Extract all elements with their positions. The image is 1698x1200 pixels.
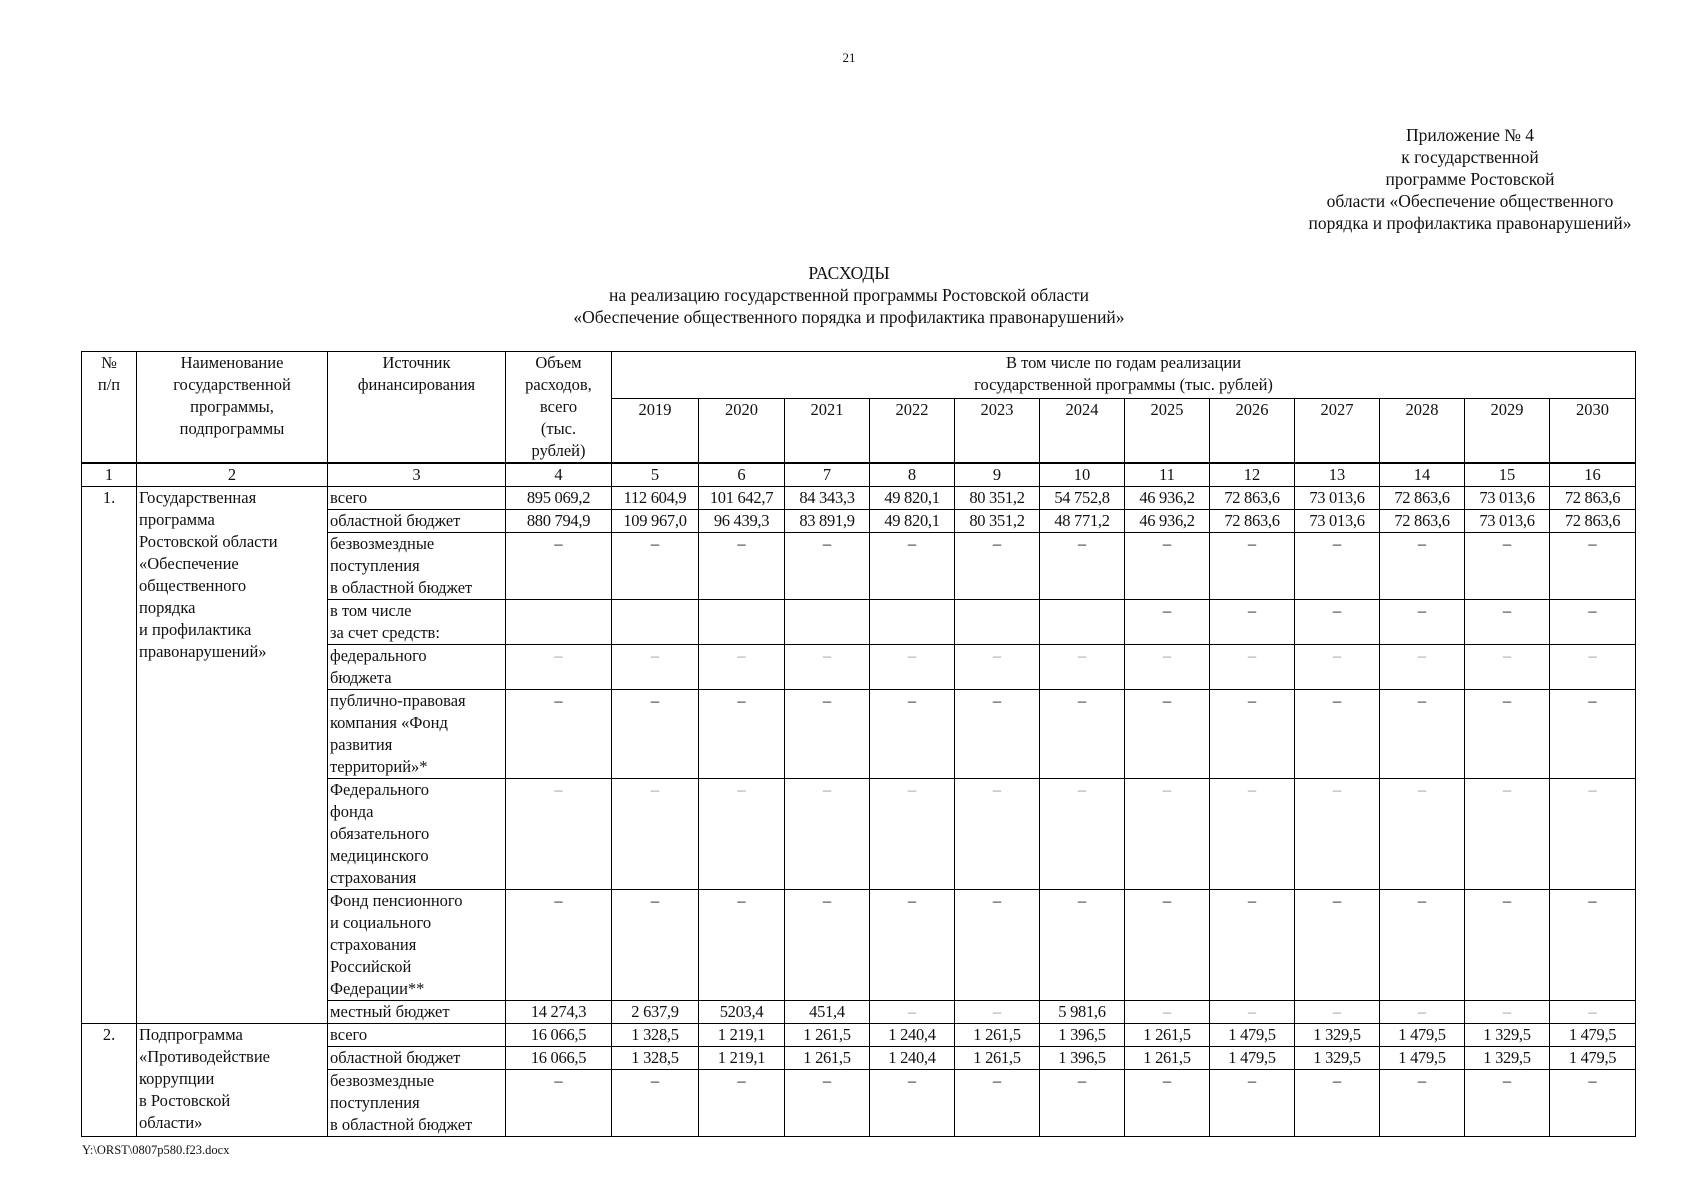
column-number: 6: [699, 463, 785, 487]
total-value: 880 794,9: [506, 510, 612, 533]
year-value: –: [1550, 1070, 1636, 1137]
header-year: 2029: [1465, 399, 1550, 463]
year-value: –: [1125, 779, 1210, 890]
year-value: –: [1380, 1001, 1465, 1024]
year-value: –: [785, 890, 870, 1001]
year-value: 1 261,5: [785, 1047, 870, 1070]
year-value: [1040, 600, 1125, 645]
header-source: Источник финансирования: [328, 352, 506, 464]
year-value: –: [1295, 533, 1380, 600]
year-value: 72 863,6: [1550, 487, 1636, 510]
year-value: 1 219,1: [699, 1047, 785, 1070]
year-value: –: [1040, 533, 1125, 600]
total-value: –: [506, 690, 612, 779]
year-value: 48 771,2: [1040, 510, 1125, 533]
total-value: –: [506, 1070, 612, 1137]
year-value: [699, 600, 785, 645]
header-year: 2021: [785, 399, 870, 463]
appendix-line: Приложение № 4: [1405, 125, 1535, 145]
appendix-line: к государственной: [1401, 147, 1539, 167]
column-number: 3: [328, 463, 506, 487]
funding-source: всего: [328, 487, 506, 510]
year-value: 46 936,2: [1125, 487, 1210, 510]
year-value: –: [1295, 890, 1380, 1001]
year-value: –: [699, 779, 785, 890]
year-value: 1 479,5: [1550, 1047, 1636, 1070]
year-value: –: [1295, 690, 1380, 779]
year-value: –: [1550, 533, 1636, 600]
year-value: –: [1210, 645, 1295, 690]
year-value: –: [612, 645, 699, 690]
year-value: –: [1040, 645, 1125, 690]
year-value: –: [1210, 890, 1295, 1001]
year-value: –: [870, 779, 955, 890]
funding-source: Фонд пенсионного и социального страхования Российской Федерации**: [328, 890, 506, 1001]
column-number: 5: [612, 463, 699, 487]
year-value: –: [1380, 533, 1465, 600]
year-value: –: [1465, 645, 1550, 690]
row-number: 1.: [82, 487, 137, 1024]
year-value: –: [1465, 1001, 1550, 1024]
column-number: 1: [82, 463, 137, 487]
year-value: –: [955, 1070, 1040, 1137]
year-value: 72 863,6: [1380, 487, 1465, 510]
year-value: 1 240,4: [870, 1047, 955, 1070]
year-value: 73 013,6: [1295, 487, 1380, 510]
appendix-line: области «Обеспечение общественного: [1326, 191, 1614, 211]
year-value: –: [612, 533, 699, 600]
column-number: 13: [1295, 463, 1380, 487]
year-value: 1 261,5: [1125, 1024, 1210, 1047]
year-value: [955, 600, 1040, 645]
column-number: 7: [785, 463, 870, 487]
year-value: –: [1125, 1070, 1210, 1137]
year-value: 1 396,5: [1040, 1024, 1125, 1047]
year-value: –: [1380, 600, 1465, 645]
column-number: 2: [137, 463, 328, 487]
total-value: [506, 600, 612, 645]
funding-source: всего: [328, 1024, 506, 1047]
year-value: –: [1125, 600, 1210, 645]
total-value: 16 066,5: [506, 1047, 612, 1070]
year-value: 96 439,3: [699, 510, 785, 533]
header-year: 2030: [1550, 399, 1636, 463]
total-value: –: [506, 779, 612, 890]
year-value: 46 936,2: [1125, 510, 1210, 533]
year-value: –: [1295, 1070, 1380, 1137]
year-value: 54 752,8: [1040, 487, 1125, 510]
header-year: 2019: [612, 399, 699, 463]
year-value: –: [785, 645, 870, 690]
column-number: 16: [1550, 463, 1636, 487]
year-value: 1 261,5: [955, 1047, 1040, 1070]
year-value: –: [612, 1070, 699, 1137]
header-year: 2027: [1295, 399, 1380, 463]
year-value: 1 329,5: [1465, 1024, 1550, 1047]
title-line-1: РАСХОДЫ: [808, 263, 890, 283]
year-value: 73 013,6: [1295, 510, 1380, 533]
year-value: –: [785, 1070, 870, 1137]
year-value: –: [1040, 779, 1125, 890]
column-number: 8: [870, 463, 955, 487]
year-value: –: [785, 779, 870, 890]
year-value: –: [1465, 533, 1550, 600]
year-value: –: [1380, 890, 1465, 1001]
year-value: –: [699, 533, 785, 600]
year-value: –: [955, 1001, 1040, 1024]
year-value: 1 261,5: [785, 1024, 870, 1047]
year-value: 84 343,3: [785, 487, 870, 510]
funding-source: в том числе за счет средств:: [328, 600, 506, 645]
year-value: 1 219,1: [699, 1024, 785, 1047]
column-number: 15: [1465, 463, 1550, 487]
year-value: 1 479,5: [1550, 1024, 1636, 1047]
total-value: –: [506, 890, 612, 1001]
table-row: [82, 1024, 1636, 1047]
year-value: 80 351,2: [955, 510, 1040, 533]
year-value: –: [1040, 1070, 1125, 1137]
year-value: –: [1380, 779, 1465, 890]
year-value: 112 604,9: [612, 487, 699, 510]
year-value: –: [955, 533, 1040, 600]
column-number: 11: [1125, 463, 1210, 487]
year-value: –: [1550, 645, 1636, 690]
year-value: 101 642,7: [699, 487, 785, 510]
funding-source: Федерального фонда обязательного медицинского страхования: [328, 779, 506, 890]
year-value: –: [1210, 690, 1295, 779]
year-value: –: [1125, 645, 1210, 690]
program-name: Подпрограмма «Противодействие коррупции в Ростовской области»: [137, 1024, 328, 1137]
header-year: 2026: [1210, 399, 1295, 463]
year-value: –: [612, 890, 699, 1001]
year-value: –: [1295, 645, 1380, 690]
column-number: 12: [1210, 463, 1295, 487]
page-number: 21: [842, 50, 856, 65]
header-years-group: В том числе по годам реализации государственной программы (тыс. рублей): [612, 352, 1636, 399]
year-value: 1 479,5: [1380, 1047, 1465, 1070]
year-value: 1 329,5: [1295, 1024, 1380, 1047]
year-value: 72 863,6: [1210, 487, 1295, 510]
row-number: 2.: [82, 1024, 137, 1137]
year-value: 83 891,9: [785, 510, 870, 533]
column-number: 10: [1040, 463, 1125, 487]
year-value: –: [1550, 1001, 1636, 1024]
year-value: 1 479,5: [1380, 1024, 1465, 1047]
year-value: –: [870, 890, 955, 1001]
year-value: –: [870, 1070, 955, 1137]
year-value: –: [1465, 779, 1550, 890]
header-year: 2020: [699, 399, 785, 463]
header-row: [82, 352, 1636, 399]
year-value: –: [1550, 779, 1636, 890]
funding-source: областной бюджет: [328, 1047, 506, 1070]
table-row: [82, 487, 1636, 510]
year-value: –: [1465, 1070, 1550, 1137]
year-value: [870, 600, 955, 645]
file-path-footer: Y:\ORST\0807p580.f23.docx: [82, 1143, 230, 1157]
funding-source: безвозмездные поступления в областной бюджет: [328, 1070, 506, 1137]
year-value: 2 637,9: [612, 1001, 699, 1024]
year-value: 49 820,1: [870, 510, 955, 533]
total-value: –: [506, 533, 612, 600]
year-value: 451,4: [785, 1001, 870, 1024]
year-value: 1 328,5: [612, 1047, 699, 1070]
year-value: –: [1125, 690, 1210, 779]
year-value: –: [612, 690, 699, 779]
year-value: –: [870, 1001, 955, 1024]
year-value: –: [1550, 690, 1636, 779]
column-numbering-row: [82, 463, 1636, 487]
header-year: 2025: [1125, 399, 1210, 463]
year-value: –: [699, 690, 785, 779]
year-value: –: [785, 690, 870, 779]
column-number: 4: [506, 463, 612, 487]
year-value: –: [955, 890, 1040, 1001]
year-value: 5203,4: [699, 1001, 785, 1024]
year-value: 1 328,5: [612, 1024, 699, 1047]
year-value: –: [1465, 890, 1550, 1001]
year-value: 80 351,2: [955, 487, 1040, 510]
total-value: 14 274,3: [506, 1001, 612, 1024]
year-value: –: [1210, 1001, 1295, 1024]
year-value: 1 240,4: [870, 1024, 955, 1047]
header-year: 2028: [1380, 399, 1465, 463]
year-value: –: [699, 890, 785, 1001]
appendix-line: порядка и профилактика правонарушений»: [1308, 213, 1632, 233]
year-value: –: [1380, 645, 1465, 690]
title-line-3: «Обеспечение общественного порядка и профилактика правонарушений»: [573, 307, 1125, 327]
year-value: –: [955, 645, 1040, 690]
year-value: 1 479,5: [1210, 1024, 1295, 1047]
year-value: 73 013,6: [1465, 487, 1550, 510]
header-num: № п/п: [82, 352, 137, 464]
funding-source: безвозмездные поступления в областной бюджет: [328, 533, 506, 600]
column-number: 14: [1380, 463, 1465, 487]
expenses-table: [81, 351, 1636, 1137]
year-value: 72 863,6: [1380, 510, 1465, 533]
year-value: –: [1465, 690, 1550, 779]
year-value: –: [1210, 779, 1295, 890]
header-year: 2024: [1040, 399, 1125, 463]
year-value: –: [1125, 890, 1210, 1001]
year-value: 1 261,5: [955, 1024, 1040, 1047]
year-value: 1 261,5: [1125, 1047, 1210, 1070]
funding-source: местный бюджет: [328, 1001, 506, 1024]
year-value: –: [1295, 779, 1380, 890]
year-value: –: [955, 690, 1040, 779]
column-number: 9: [955, 463, 1040, 487]
program-name: Государственная программа Ростовской области «Обеспечение общественного порядка и профилактика правонарушений»: [137, 487, 328, 1024]
funding-source: областной бюджет: [328, 510, 506, 533]
appendix-note: [1220, 124, 1698, 234]
document-title: [0, 262, 1698, 328]
year-value: 49 820,1: [870, 487, 955, 510]
year-value: –: [870, 690, 955, 779]
year-value: 73 013,6: [1465, 510, 1550, 533]
year-value: 1 479,5: [1210, 1047, 1295, 1070]
year-value: –: [1380, 690, 1465, 779]
year-value: –: [1380, 1070, 1465, 1137]
year-value: –: [785, 533, 870, 600]
year-value: –: [1295, 1001, 1380, 1024]
year-value: 5 981,6: [1040, 1001, 1125, 1024]
year-value: 72 863,6: [1550, 510, 1636, 533]
total-value: 16 066,5: [506, 1024, 612, 1047]
year-value: 1 396,5: [1040, 1047, 1125, 1070]
total-value: 895 069,2: [506, 487, 612, 510]
year-value: –: [870, 533, 955, 600]
year-value: –: [1125, 533, 1210, 600]
total-value: –: [506, 645, 612, 690]
year-value: –: [1210, 600, 1295, 645]
year-value: –: [1040, 890, 1125, 1001]
year-value: 72 863,6: [1210, 510, 1295, 533]
appendix-line: программе Ростовской: [1385, 169, 1555, 189]
header-total: Объем расходов, всего (тыс. рублей): [506, 352, 612, 464]
funding-source: федерального бюджета: [328, 645, 506, 690]
year-value: –: [699, 1070, 785, 1137]
year-value: –: [1210, 1070, 1295, 1137]
year-value: –: [870, 645, 955, 690]
year-value: 1 329,5: [1295, 1047, 1380, 1070]
year-value: –: [1465, 600, 1550, 645]
header-year: 2022: [870, 399, 955, 463]
year-value: –: [1040, 690, 1125, 779]
year-value: [785, 600, 870, 645]
header-name: Наименование государственной программы, подпрограммы: [137, 352, 328, 464]
year-value: [612, 600, 699, 645]
year-value: –: [1210, 533, 1295, 600]
year-value: 1 329,5: [1465, 1047, 1550, 1070]
year-value: –: [699, 645, 785, 690]
year-value: –: [955, 779, 1040, 890]
year-value: –: [1125, 1001, 1210, 1024]
year-value: –: [1550, 890, 1636, 1001]
funding-source: публично-правовая компания «Фонд развития территорий»*: [328, 690, 506, 779]
header-year: 2023: [955, 399, 1040, 463]
year-value: –: [612, 779, 699, 890]
year-value: –: [1550, 600, 1636, 645]
year-value: 109 967,0: [612, 510, 699, 533]
title-line-2: на реализацию государственной программы Ростовской области: [608, 285, 1089, 305]
year-value: –: [1295, 600, 1380, 645]
